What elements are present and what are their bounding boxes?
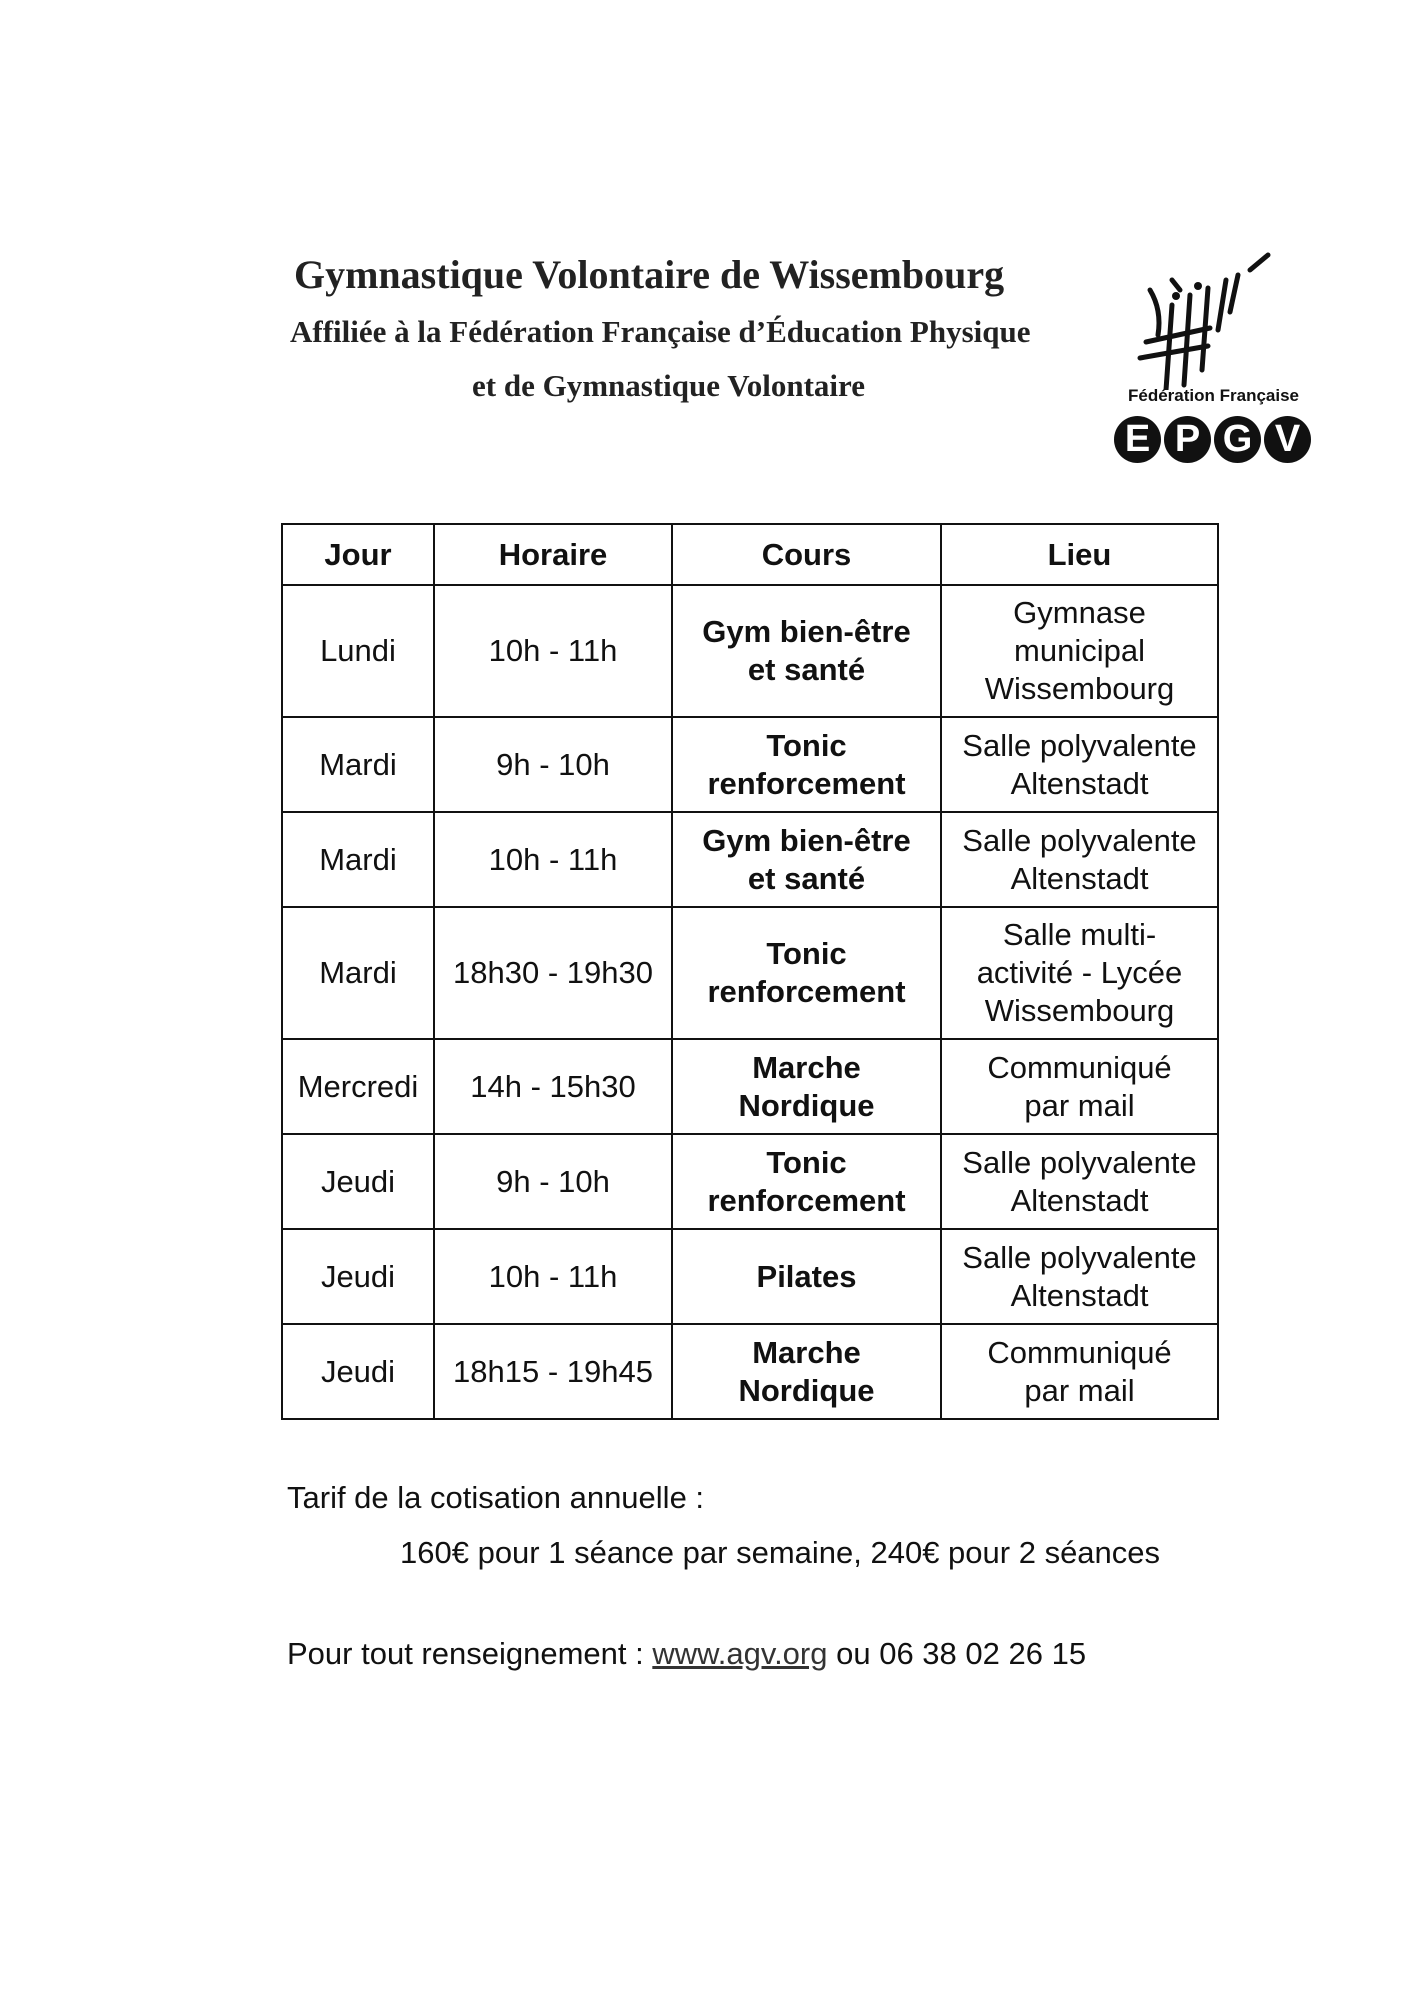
cell-jour: Jeudi bbox=[282, 1324, 434, 1419]
logo-letter-e: E bbox=[1114, 416, 1161, 463]
cell-lieu-line: Salle multi- bbox=[1002, 917, 1157, 952]
cell-cours bbox=[672, 1039, 941, 1134]
cell-cours bbox=[672, 1229, 941, 1324]
contact-line bbox=[287, 1636, 1086, 1672]
cell-jour: Mardi bbox=[282, 907, 434, 1039]
table-row bbox=[282, 907, 1218, 1039]
document-title: Gymnastique Volontaire de Wissembourg bbox=[294, 252, 1005, 297]
table-row bbox=[282, 1134, 1218, 1229]
cell-lieu-line: Communiqué bbox=[987, 1049, 1172, 1085]
header-lieu: Lieu bbox=[941, 524, 1218, 585]
cell-horaire: 18h30 - 19h30 bbox=[434, 907, 672, 1039]
header-cours: Cours bbox=[672, 524, 941, 585]
cell-lieu-line: par mail bbox=[1024, 1372, 1135, 1408]
cell-lieu bbox=[941, 1229, 1218, 1324]
cell-cours bbox=[672, 1324, 941, 1419]
table-row bbox=[282, 812, 1218, 907]
schedule-table bbox=[281, 523, 1219, 1420]
cell-cours-line: renforcement bbox=[707, 974, 906, 1009]
cell-cours bbox=[672, 812, 941, 907]
cell-lieu-line: Salle polyvalente bbox=[962, 727, 1197, 763]
cell-cours-line: Nordique bbox=[738, 1087, 875, 1123]
cell-cours bbox=[672, 585, 941, 717]
cell-jour: Mardi bbox=[282, 717, 434, 812]
cell-lieu-line: Altenstadt bbox=[1010, 765, 1149, 801]
cell-lieu-line: Altenstadt bbox=[1010, 860, 1149, 896]
cell-lieu bbox=[941, 717, 1218, 812]
logo-letter-g: G bbox=[1214, 416, 1261, 463]
cell-cours-line: Pilates bbox=[756, 1258, 857, 1294]
cell-lieu-line: Salle polyvalente bbox=[962, 1239, 1197, 1275]
cell-cours-line: Gym bien-être bbox=[702, 614, 911, 649]
cell-lieu bbox=[941, 1324, 1218, 1419]
schedule-body bbox=[282, 585, 1218, 1419]
cell-jour: Jeudi bbox=[282, 1134, 434, 1229]
header-horaire: Horaire bbox=[434, 524, 672, 585]
cell-horaire: 10h - 11h bbox=[434, 1229, 672, 1324]
cell-horaire: 10h - 11h bbox=[434, 812, 672, 907]
epgv-logo bbox=[1110, 250, 1320, 480]
affiliation-line-1: Affiliée à la Fédération Française d’Éducation Physique bbox=[290, 314, 1031, 349]
cell-lieu-line: Salle polyvalente bbox=[962, 822, 1197, 858]
cell-horaire: 14h - 15h30 bbox=[434, 1039, 672, 1134]
cell-jour: Mercredi bbox=[282, 1039, 434, 1134]
cell-cours-line: renforcement bbox=[707, 1182, 906, 1218]
cell-horaire: 10h - 11h bbox=[434, 585, 672, 717]
cell-cours-line: renforcement bbox=[707, 765, 906, 801]
header-jour: Jour bbox=[282, 524, 434, 585]
cell-lieu-line: par mail bbox=[1024, 1087, 1135, 1123]
cell-cours bbox=[672, 907, 941, 1039]
cell-lieu-line: municipal bbox=[1014, 633, 1145, 668]
cell-cours bbox=[672, 1134, 941, 1229]
cell-cours-line: Marche bbox=[752, 1049, 861, 1085]
cell-cours-line: Marche bbox=[752, 1334, 861, 1370]
cell-cours-line: Tonic bbox=[766, 936, 847, 971]
gymnast-figures-icon bbox=[1110, 250, 1310, 390]
cell-horaire: 9h - 10h bbox=[434, 1134, 672, 1229]
logo-caption: Fédération Française bbox=[1128, 386, 1300, 405]
table-header-row bbox=[282, 524, 1218, 585]
table-row bbox=[282, 585, 1218, 717]
cell-cours-line: et santé bbox=[747, 652, 866, 687]
cell-jour: Jeudi bbox=[282, 1229, 434, 1324]
logo-letters bbox=[1114, 416, 1311, 463]
cell-lieu bbox=[941, 1134, 1218, 1229]
cell-lieu-line: Wissembourg bbox=[984, 671, 1175, 706]
tarif-detail: 160€ pour 1 séance par semaine, 240€ pour 2 séances bbox=[400, 1535, 1161, 1570]
cell-lieu bbox=[941, 1039, 1218, 1134]
table-row bbox=[282, 1039, 1218, 1134]
cell-lieu-line: activité - Lycée bbox=[976, 955, 1183, 990]
logo-letter-p: P bbox=[1164, 416, 1211, 463]
cell-jour: Mardi bbox=[282, 812, 434, 907]
cell-lieu bbox=[941, 907, 1218, 1039]
table-row bbox=[282, 717, 1218, 812]
cell-cours-line: Tonic bbox=[766, 1144, 847, 1180]
cell-cours-line: Nordique bbox=[738, 1372, 875, 1408]
cell-jour: Lundi bbox=[282, 585, 434, 717]
cell-cours bbox=[672, 717, 941, 812]
affiliation-line-2: et de Gymnastique Volontaire bbox=[472, 368, 865, 403]
cell-lieu-line: Altenstadt bbox=[1010, 1182, 1149, 1218]
cell-horaire: 9h - 10h bbox=[434, 717, 672, 812]
cell-cours-line: Tonic bbox=[766, 727, 847, 763]
logo-letter-v: V bbox=[1264, 416, 1311, 463]
cell-lieu bbox=[941, 812, 1218, 907]
contact-label: Pour tout renseignement : bbox=[287, 1636, 653, 1671]
table-row bbox=[282, 1324, 1218, 1419]
cell-lieu-line: Gymnase bbox=[1013, 595, 1146, 630]
tarif-label: Tarif de la cotisation annuelle : bbox=[287, 1480, 705, 1515]
website-link[interactable]: www.agv.org bbox=[652, 1636, 828, 1671]
cell-horaire: 18h15 - 19h45 bbox=[434, 1324, 672, 1419]
contact-phone: ou 06 38 02 26 15 bbox=[827, 1636, 1087, 1671]
table-row bbox=[282, 1229, 1218, 1324]
cell-lieu bbox=[941, 585, 1218, 717]
cell-lieu-line: Salle polyvalente bbox=[962, 1144, 1197, 1180]
cell-lieu-line: Wissembourg bbox=[984, 993, 1175, 1028]
cell-cours-line: Gym bien-être bbox=[702, 822, 911, 858]
cell-cours-line: et santé bbox=[747, 860, 866, 896]
cell-lieu-line: Altenstadt bbox=[1010, 1277, 1149, 1313]
cell-lieu-line: Communiqué bbox=[987, 1334, 1172, 1370]
